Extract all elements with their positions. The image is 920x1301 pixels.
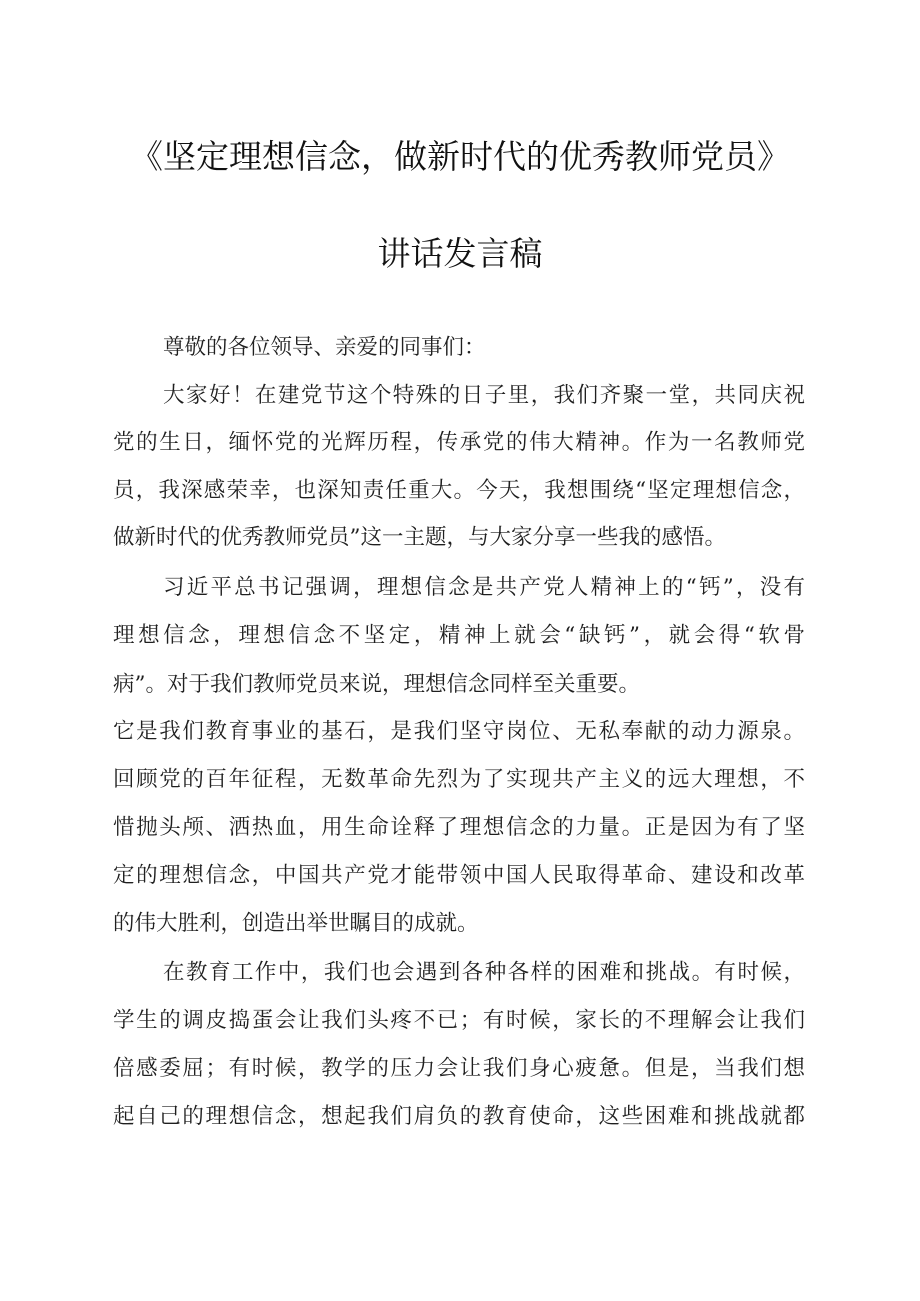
paragraph-line: 的伟大胜利，创造出举世瞩目的成就。: [113, 911, 479, 936]
paragraph-line: 学生的调皮捣蛋会让我们头疼不已；有时候，家长的不理解会让我们: [113, 1008, 805, 1033]
paragraph-line: 倍感委屈；有时候，教学的压力会让我们身心疲惫。但是，当我们想: [113, 1056, 805, 1081]
paragraph-line: 回顾党的百年征程，无数革命先烈为了实现共产主义的远大理想，不: [113, 767, 805, 792]
paragraph-line: 定的理想信念，中国共产党才能带领中国人民取得革命、建设和改革: [113, 863, 805, 888]
salutation: 尊敬的各位领导、亲爱的同事们：: [163, 335, 486, 360]
paragraph-line: 做新时代的优秀教师党员”这一主题，与大家分享一些我的感悟。: [113, 525, 726, 550]
paragraph-line: 习近平总书记强调，理想信念是共产党人精神上的“钙”，没有: [163, 575, 805, 600]
document-title: 《坚定理想信念，做新时代的优秀教师党员》: [130, 137, 790, 176]
paragraph-line: 它是我们教育事业的基石，是我们坚守岗位、无私奉献的动力源泉。: [113, 719, 805, 744]
paragraph-line: 在教育工作中，我们也会遇到各种各样的困难和挑战。有时候，: [163, 960, 805, 985]
paragraph-line: 大家好！在建党节这个特殊的日子里，我们齐聚一堂，共同庆祝: [163, 383, 805, 408]
paragraph-line: 理想信念，理想信念不坚定，精神上就会“缺钙”，就会得“软骨: [113, 623, 805, 648]
paragraph-line: 病”。对于我们教师党员来说，理想信念同样至关重要。: [113, 672, 640, 697]
paragraph-line: 惜抛头颅、洒热血，用生命诠释了理想信念的力量。正是因为有了坚: [113, 815, 805, 840]
paragraph-line: 员，我深感荣幸，也深知责任重大。今天，我想围绕“坚定理想信念，: [113, 478, 805, 503]
paragraph-line: 党的生日，缅怀党的光辉历程，传承党的伟大精神。作为一名教师党: [113, 430, 805, 455]
paragraph-line: 起自己的理想信念，想起我们肩负的教育使命，这些困难和挑战就都: [113, 1104, 805, 1129]
document-subtitle: 讲话发言稿: [377, 234, 543, 273]
